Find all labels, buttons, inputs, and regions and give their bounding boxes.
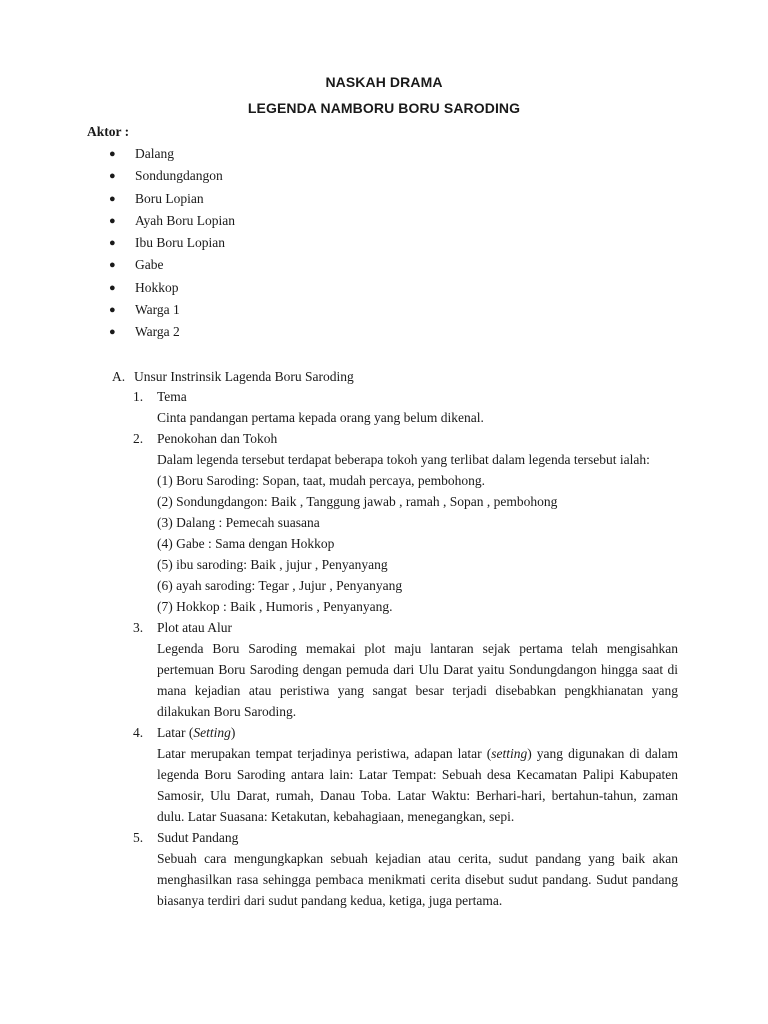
body-text-cont: ) yang digunakan di dalam legenda Boru Saroding antara lain: Latar Tempat: Sebuah desa Kecamatan Palipi Kabupaten Samosir, Ulu Darat, rumah, Danau Toba. Latar Waktu: Berhari-hari, bertahun-tahun, zaman dulu. Latar Suasana: Ketakutan, kebahagiaan, menegangkan, sepi. bbox=[157, 746, 678, 824]
character-line: (4) Gabe : Sama dengan Hokkop bbox=[157, 536, 335, 551]
element-item-plot bbox=[133, 617, 678, 722]
bullet-icon: ● bbox=[109, 326, 116, 339]
element-list bbox=[133, 386, 678, 911]
character-line: (2) Sondungdangon: Baik , Tanggung jawab , ramah , Sopan , pembohong bbox=[157, 494, 558, 509]
list-item bbox=[109, 277, 235, 299]
item-body: Legenda Boru Saroding memakai plot maju lantaran sejak pertama telah mengisahkan pertemuan Boru Saroding dengan pemuda dari Ulu Darat yaitu Sondungdangon hingga saat di mana kejadian atau peristiwa yang sangat besar terjadi disebabkan pengkhianatan yang dilakukan Boru Saroding. bbox=[157, 641, 678, 719]
character-line: (5) ibu saroding: Baik , jujur , Penyanyang bbox=[157, 557, 388, 572]
character-line: (7) Hokkop : Baik , Humoris , Penyanyang. bbox=[157, 599, 393, 614]
actor-name: Ayah Boru Lopian bbox=[135, 212, 235, 228]
item-heading bbox=[133, 722, 678, 743]
section-title: Unsur Instrinsik Lagenda Boru Saroding bbox=[134, 369, 354, 384]
character-line: (6) ayah saroding: Tegar , Jujur , Penyanyang bbox=[157, 578, 403, 593]
drama-title: LEGENDA NAMBORU BORU SARODING bbox=[247, 100, 521, 116]
item-intro: Dalam legenda tersebut terdapat beberapa tokoh yang terlibat dalam legenda tersebut ialah: bbox=[157, 452, 650, 467]
bullet-icon: ● bbox=[109, 148, 116, 160]
actor-name: Boru Lopian bbox=[135, 190, 204, 206]
list-item bbox=[109, 165, 235, 187]
list-item bbox=[109, 321, 235, 343]
bullet-icon: ● bbox=[109, 304, 116, 317]
character-line: (3) Dalang : Pemecah suasana bbox=[157, 515, 320, 530]
section-letter: A. bbox=[112, 369, 126, 384]
element-item-latar bbox=[133, 722, 678, 827]
bullet-icon: ● bbox=[109, 237, 116, 250]
item-body: Cinta pandangan pertama kepada orang yang belum dikenal. bbox=[157, 410, 484, 425]
bullet-icon: ● bbox=[109, 170, 116, 183]
actor-name: Warga 1 bbox=[135, 302, 180, 318]
character-line: (1) Boru Saroding: Sopan, taat, mudah percaya, pembohong. bbox=[157, 473, 486, 488]
list-item bbox=[109, 232, 235, 254]
item-number: 1. bbox=[133, 389, 144, 404]
item-number: 5. bbox=[133, 830, 144, 845]
bullet-icon: ● bbox=[109, 192, 116, 205]
element-item-sudut-pandang bbox=[133, 827, 678, 911]
document-title: NASKAH DRAMA bbox=[325, 74, 443, 90]
actor-name: Warga 2 bbox=[135, 324, 180, 340]
element-item-penokohan bbox=[133, 428, 678, 617]
list-item bbox=[109, 299, 235, 321]
element-item-tema bbox=[133, 386, 678, 428]
actors-heading: Aktor : bbox=[87, 124, 130, 139]
actor-name: Hokkop bbox=[135, 279, 179, 295]
item-body bbox=[133, 743, 678, 827]
item-heading: Tema bbox=[157, 389, 187, 404]
heading-emphasis: Setting bbox=[193, 725, 231, 740]
body-emphasis: setting bbox=[491, 746, 528, 761]
list-item bbox=[109, 210, 235, 232]
actor-list bbox=[109, 143, 235, 344]
bullet-icon: ● bbox=[109, 259, 116, 272]
item-number: 2. bbox=[133, 431, 144, 446]
heading-close: ) bbox=[230, 725, 236, 740]
actor-name: Gabe bbox=[135, 257, 164, 273]
actor-name: Dalang bbox=[135, 146, 174, 161]
list-item bbox=[109, 254, 235, 276]
heading-text: Latar ( bbox=[157, 725, 194, 740]
actor-name: Ibu Boru Lopian bbox=[135, 235, 225, 251]
bullet-icon: ● bbox=[109, 281, 116, 294]
bullet-icon: ● bbox=[109, 214, 116, 227]
item-number: 4. bbox=[133, 725, 144, 740]
item-heading: Sudut Pandang bbox=[157, 830, 239, 845]
item-number: 3. bbox=[133, 620, 144, 635]
body-text: Latar merupakan tempat terjadinya peristiwa, adapan latar ( bbox=[157, 746, 492, 761]
item-body: Sebuah cara mengungkapkan sebuah kejadian atau cerita, sudut pandang yang baik akan menghasilkan rasa sehingga pembaca menikmati cerita disebut sudut pandang. Sudut pandang biasanya terdiri dari sudut pandang kedua, ketiga, juga pertama. bbox=[157, 851, 678, 908]
item-heading: Plot atau Alur bbox=[157, 620, 232, 635]
list-item bbox=[109, 143, 235, 165]
item-heading: Penokohan dan Tokoh bbox=[157, 431, 278, 446]
actor-name: Sondungdangon bbox=[135, 168, 223, 184]
list-item bbox=[109, 188, 235, 210]
